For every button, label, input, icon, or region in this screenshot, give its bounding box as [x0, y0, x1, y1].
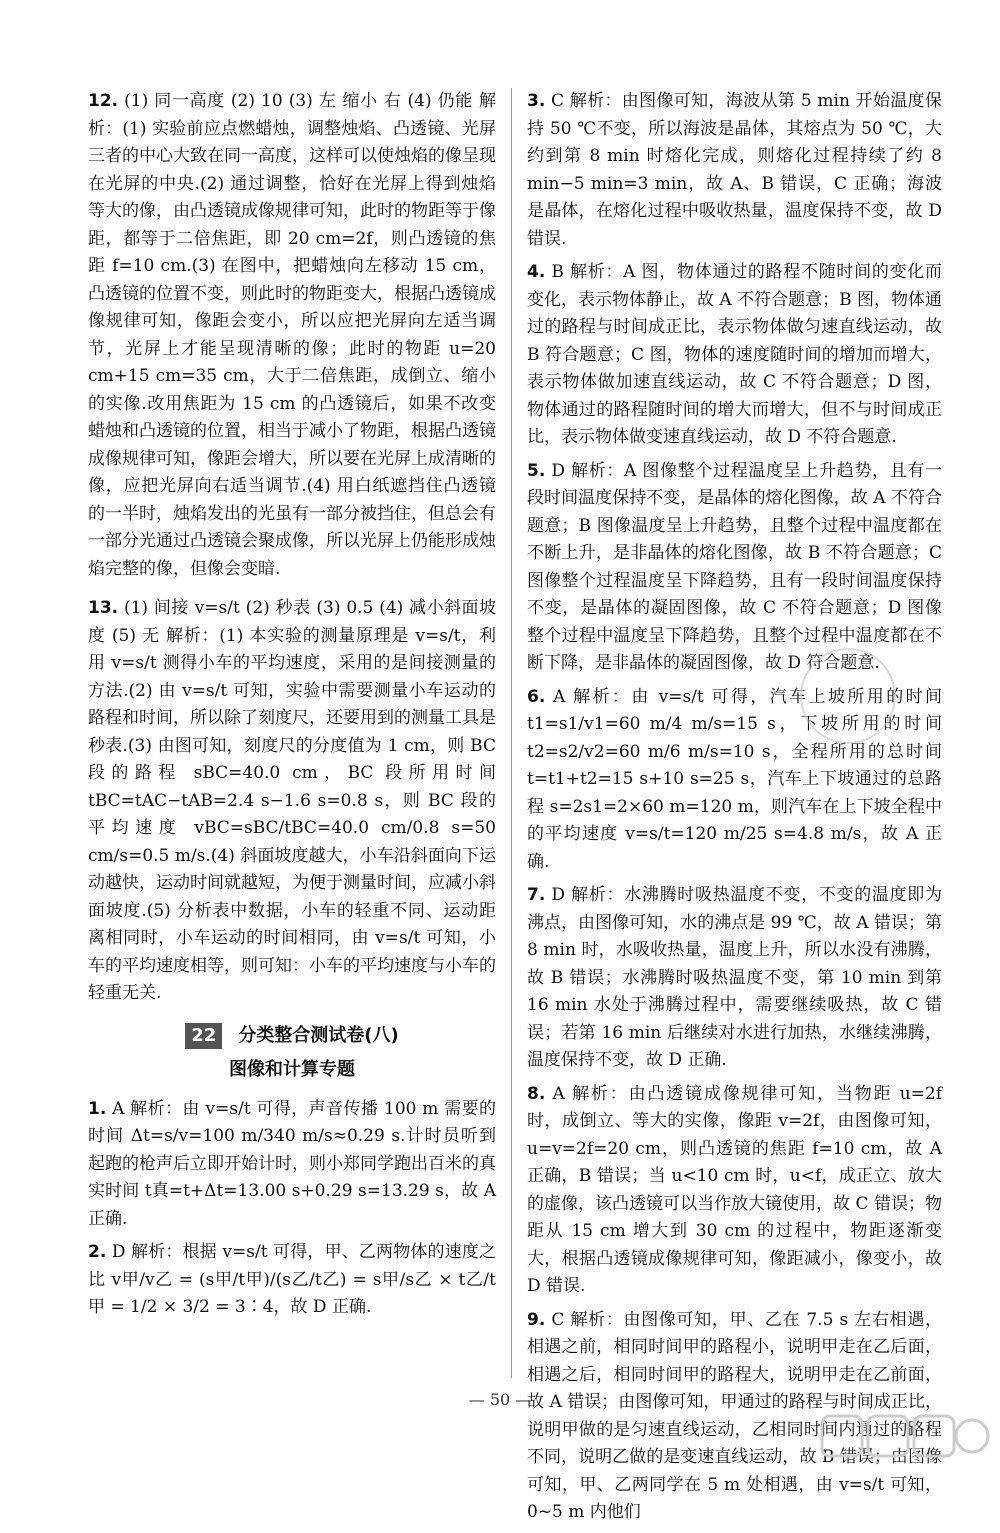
answer-8: [527, 1081, 948, 1301]
answer-number: 8.: [527, 1083, 546, 1104]
answer-number: 4.: [527, 262, 546, 282]
answer-number: 2.: [88, 1242, 107, 1262]
answer-5: [527, 458, 948, 678]
answer-text: A 解析：由 v=s/t 可得，汽车上坡所用的时间 t1=s1/v1=60 m/4 m/s=15 s，下坡所用的时间 t2=s2/v2=60 m/6 m/s=10 s，全程所用的总时间 t=t1+t2=15 s+10 s=25 s，汽车上下坡通过的总路程 s=2s1=2×60 m=120 m，则汽车在上下坡全程中的平均速度 v=s/t=120 m/25 s=4.8 m/s，故 A 正确.: [527, 686, 948, 872]
answer-number: 3.: [527, 91, 546, 111]
answer-number: 7.: [527, 885, 546, 905]
section-badge: 22: [185, 1023, 222, 1049]
answer-1: [88, 1096, 502, 1234]
section-heading: [88, 1022, 496, 1084]
answer-text: A 解析：由凸透镜成像规律可知，当物距 u=2f 时，成倒立、等大的实像，像距 v=2f，由图像可知，u=v=2f=20 cm，则凸透镜的焦距 f=10 cm，故 A 正确，B 错误；当 u<10 cm 时，u<f，成正立、放大的虚像，该凸透镜可以当作放大镜使用，故 C 错误；物距从 15 cm 增大到 30 cm 的过程中，物距逐渐变大，根据凸透镜成像规律可知，像距减小，像变小，故 D 错误.: [527, 1083, 948, 1296]
column-divider: [511, 88, 512, 1378]
answer-2: [88, 1239, 496, 1322]
answer-text: C 解析：由图像可知，甲、乙在 7.5 s 左右相遇，相遇之前，相同时间甲的路程小，说明甲走在乙后面，相遇之后，相同时间甲的路程大，说明甲走在乙前面，故 A 错误；由图像可知，甲通过的路程与时间成正比，说明甲做的是匀速直线运动，乙相同时间内通过的路程不同，说明乙做的是变速直线运动，故 B 错误；由图像可知，甲、乙两同学在 5 m 处相遇，由 v=s/t 可知，0~5 m 内他们: [527, 1309, 943, 1522]
answer-text: D 解析：水沸腾时吸热温度不变，不变的温度即为沸点，由图像可知，水的沸点是 99 ℃，故 A 错误；第 8 min 时，水吸收热量，温度上升，所以水没有沸腾，故 B 错误；水沸腾时吸热温度不变，第 10 min 到第 16 min 水处于沸腾过程中，需要继续吸热，故 C 错误；若第 16 min 后继续对水进行加热，水继续沸腾，温度保持不变，故 D 正确.: [527, 885, 948, 1070]
right-column: [527, 88, 948, 1533]
answer-text: (1) 同一高度 (2) 10 (3) 左 缩小 右 (4) 仍能 解析：(1) 实验前应点燃蜡烛，调整烛焰、凸透镜、光屏三者的中心大致在同一高度，这样可以使烛焰的像呈现在光屏的中央.(2) 通过调整，恰好在光屏上得到烛焰等大的像，由凸透镜成像规律可知，此时的物距等于像距，都等于二倍焦距，即 20 cm=2f，则凸透镜的焦距 f=10 cm.(3) 在图中，把蜡烛向左移动 15 cm，凸透镜的位置不变，则此时的物距变大，根据凸透镜成像规律可知，像距会变小，所以应把光屏向左适当调节，光屏上才能呈现清晰的像；此时的物距 u=20 cm+15 cm=35 cm，大于二倍焦距，成倒立、缩小的实像.改用焦距为 15 cm 的凸透镜后，如果不改变蜡烛和凸透镜的位置，相当于减小了物距，根据凸透镜成像规律可知，像距会增大，所以要在光屏上成清晰的像，应把光屏向右适当调节.(4) 用白纸遮挡住凸透镜的一半时，烛焰发出的光虽有一部分被挡住，但总会有一部分光通过凸透镜会聚成像，所以光屏上仍能形成烛焰完整的像，但像会变暗.: [88, 91, 502, 579]
answer-number: 12.: [88, 91, 119, 111]
answer-number: 9.: [527, 1309, 546, 1330]
left-column: [88, 88, 502, 1328]
answer-number: 1.: [88, 1098, 107, 1119]
answer-text: B 解析：A 图，物体通过的路程不随时间的变化而变化，表示物体静止，故 A 不符合题意；B 图，物体通过的路程与时间成正比，表示物体做匀速直线运动，故 B 符合题意；C 图，物体的速度随时间的增加而增大，表示物体做加速直线运动，故 C 不符合题意；D 图，物体通过的路程随时间的增大而增大，但不与时间成正比，表示物体做变速直线运动，故 D 不符合题意.: [527, 262, 948, 447]
answer-7: [527, 882, 948, 1075]
answer-text: A 解析：由 v=s/t 可得，声音传播 100 m 需要的时间 Δt=s/v=100 m/340 m/s≈0.29 s.计时员听到起跑的枪声后立即开始计时，则小郑同学跑出百米的真实时间 t真=t+Δt=13.00 s+0.29 s=13.29 s，故 A 正确.: [88, 1098, 502, 1229]
answer-text: (1) 间接 v=s/t (2) 秒表 (3) 0.5 (4) 减小斜面坡度 (5) 无 解析：(1) 本实验的测量原理是 v=s/t，利用 v=s/t 测得小车的平均速度，采用的是间接测量的方法.(2) 由 v=s/t 可知，实验中需要测量小车运动的路程和时间，所以除了刻度尺，还要用到的测量工具是秒表.(3) 由图可知，刻度尺的分度值为 1 cm，则 BC 段的路程 sBC=40.0 cm，BC 段所用时间 tBC=tAC−tAB=2.4 s−1.6 s=0.8 s，则 BC 段的平均速度 vBC=sBC/tBC=40.0 cm/0.8 s=50 cm/s=0.5 m/s.(4) 斜面坡度越大，小车沿斜面向下运动越快，运动时间就越短，为便于测量时间，应减小斜面坡度.(5) 分析表中数据，小车的轻重不同、运动距离相同时，小车运动的时间相同，由 v=s/t 可知，小车的平均速度相等，则可知：小车的平均速度与小车的轻重无关.: [88, 598, 502, 1003]
answer-13: [88, 595, 502, 1008]
answer-number: 13.: [88, 598, 119, 618]
answer-text: D 解析：根据 v=s/t 可得，甲、乙两物体的速度之比 v甲/v乙 = (s甲/t甲)/(s乙/t乙) = s甲/s乙 × t乙/t甲 = 1/2 × 3/2 = 3∶4，故 D 正确.: [88, 1242, 496, 1317]
answer-number: 5.: [527, 460, 546, 481]
answer-text: C 解析：由图像可知，海波从第 5 min 开始温度保持 50 ℃不变，所以海波是晶体，其熔点为 50 ℃，大约到第 8 min 时熔化完成，则熔化过程持续了约 8 min−5 min=3 min，故 A、B 错误，C 正确；海波是晶体，在熔化过程中吸收热量，温度保持不变，故 D 错误.: [527, 91, 948, 249]
answer-3: [527, 88, 948, 253]
answer-12: [88, 88, 502, 583]
answer-number: 6.: [527, 686, 546, 707]
section-title: 分类整合测试卷(八): [238, 1024, 399, 1046]
section-subtitle: 图像和计算专题: [229, 1059, 355, 1080]
answer-text: D 解析：A 图像整个过程温度呈上升趋势，且有一段时间温度保持不变，是晶体的熔化图像，故 A 不符合题意；B 图像温度呈上升趋势，且整个过程中温度都在不断上升，是非晶体的熔化图像，故 B 不符合题意；C 图像整个过程温度呈下降趋势，且有一段时间温度保持不变，是晶体的凝固图像，故 C 不符合题意；D 图像整个过程中温度呈下降趋势，且整个过程中温度都在不断下降，是非晶体的凝固图像，故 D 符合题意.: [527, 460, 948, 673]
watermark-logo-icon: [820, 1412, 990, 1462]
stamp-seal-icon: [800, 648, 896, 744]
page-number: — 50 —: [468, 1390, 532, 1409]
answer-4: [527, 259, 948, 452]
